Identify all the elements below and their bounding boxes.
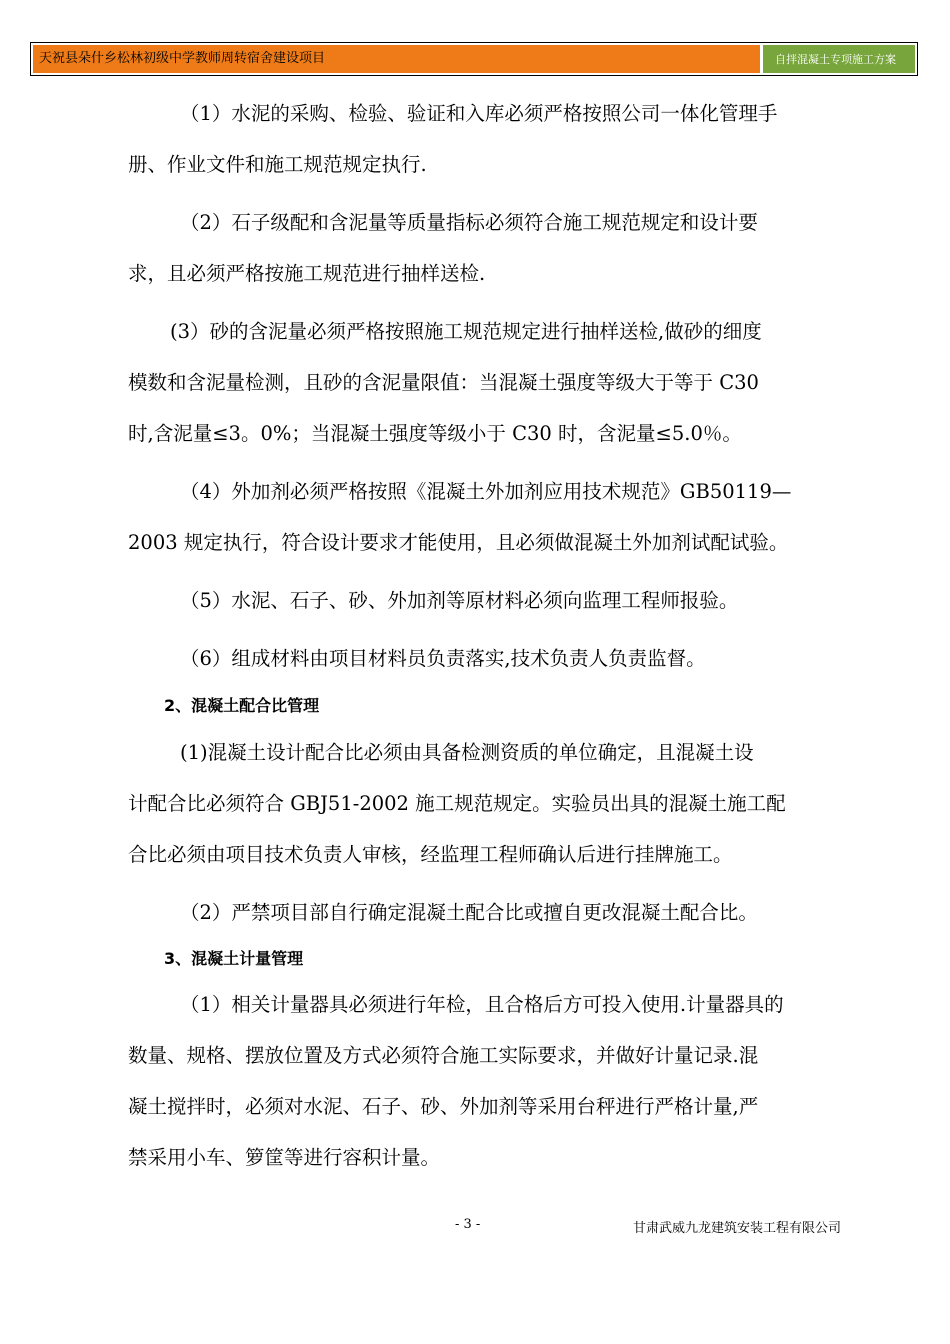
p7-line-2: 计配合比必须符合 GBJ51-2002 施工规范规定。实验员出具的混凝土施工配 (128, 792, 786, 815)
document-title: 自拌混凝土专项施工方案 (775, 53, 896, 66)
p8-line-1: （2）严禁项目部自行确定混凝土配合比或擅自更改混凝土配合比。 (180, 901, 758, 924)
p7-line-3: 合比必须由项目技术负责人审核，经监理工程师确认后进行挂牌施工。 (128, 843, 733, 866)
section-heading-3: 3、混凝土计量管理 (164, 949, 304, 968)
p2-line-2: 求，且必须严格按施工规范进行抽样送检. (128, 262, 486, 285)
p9-line-4: 禁采用小车、箩筐等进行容积计量。 (128, 1146, 441, 1169)
p9-line-1: （1）相关计量器具必须进行年检，且合格后方可投入使用.计量器具的 (180, 993, 784, 1016)
page-number: - 3 - (455, 1217, 481, 1232)
p2-line-1: （2）石子级配和含泥量等质量指标必须符合施工规范规定和设计要 (180, 211, 758, 234)
p4-line-1: （4）外加剂必须严格按照《混凝土外加剂应用技术规范》GB50119— (180, 480, 792, 503)
header-left-band (33, 45, 760, 73)
p5-line-1: （5）水泥、石子、砂、外加剂等原材料必须向监理工程师报验。 (180, 589, 739, 612)
p3-line-2: 模数和含泥量检测，且砂的含泥量限值：当混凝土强度等级大于等于 C30 (128, 371, 759, 394)
p6-line-1: （6）组成材料由项目材料员负责落实,技术负责人负责监督。 (180, 647, 706, 670)
p1-line-2: 册、作业文件和施工规范规定执行. (128, 153, 427, 176)
p4-line-2: 2003 规定执行，符合设计要求才能使用，且必须做混凝土外加剂试配试验。 (128, 531, 789, 554)
p3-line-3: 时,含泥量≤3。0%；当混凝土强度等级小于 C30 时，含泥量≤5.0％。 (128, 422, 742, 445)
p1-line-1: （1）水泥的采购、检验、验证和入库必须严格按照公司一体化管理手 (180, 102, 778, 125)
p9-line-3: 凝土搅拌时，必须对水泥、石子、砂、外加剂等采用台秤进行严格计量,严 (128, 1095, 759, 1118)
company-name: 甘肃武威九龙建筑安装工程有限公司 (633, 1221, 842, 1236)
p7-line-1: (1)混凝土设计配合比必须由具备检测资质的单位确定，且混凝土设 (180, 741, 754, 764)
header-right-band (763, 45, 915, 73)
p9-line-2: 数量、规格、摆放位置及方式必须符合施工实际要求，并做好计量记录.混 (128, 1044, 759, 1067)
project-title: 天祝县朵什乡松林初级中学教师周转宿舍建设项目 (39, 51, 326, 66)
p3-line-1: (3）砂的含泥量必须严格按照施工规范规定进行抽样送检,做砂的细度 (170, 320, 762, 343)
section-heading-2: 2、混凝土配合比管理 (164, 696, 320, 715)
